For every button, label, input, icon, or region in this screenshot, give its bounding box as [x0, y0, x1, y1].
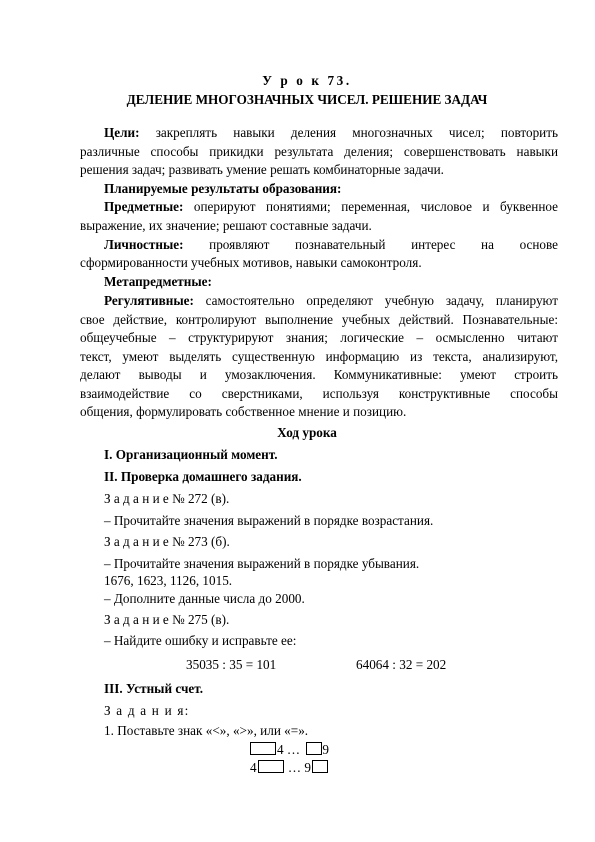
subject-label: Предметные:: [104, 199, 184, 214]
section-mental-count: III. Устный счет.: [104, 681, 204, 696]
task-275-text: – Найдите ошибку и исправьте ее:: [104, 633, 297, 648]
subject-line1: [104, 198, 558, 216]
goals-line3: решения задач; развивать умение решать комбинаторные задачи.: [80, 162, 444, 177]
expression-2: 64064 : 32 = 202: [356, 657, 447, 672]
section-homework-check: II. Проверка домашнего задания.: [104, 469, 302, 484]
placeholder-box-icon: [250, 742, 276, 755]
lesson-number: У р о к 73.: [262, 73, 352, 88]
regulatory-line3: общеучебные – структурируют знания; логические – осмысленно читают: [80, 330, 558, 345]
numbers-list: 1676, 1623, 1126, 1015.: [104, 573, 233, 588]
goals-line2: различные способы прикидки результата деления; совершенствовать навыки: [80, 144, 558, 159]
regulatory-line5: делают выводы и умозаключения. Коммуникативные: умеют строить: [80, 367, 558, 382]
task-275-heading: З а д а н и е № 275 (в).: [104, 612, 230, 627]
placeholder-box-icon: [312, 760, 328, 773]
task-273-heading: З а д а н и е № 273 (б).: [104, 534, 230, 549]
regulatory-text1: самостоятельно определяют учебную задачу, планируют: [205, 293, 558, 308]
comparison-2-text: [250, 760, 329, 775]
regulatory-label: Регулятивные:: [104, 293, 194, 308]
tasks-heading: З а д а н и я:: [104, 703, 190, 718]
goals-line1: [104, 124, 558, 142]
planned-results-heading: Планируемые результаты образования:: [104, 181, 342, 196]
task-272-text: – Прочитайте значения выражений в порядке возрастания.: [104, 513, 434, 528]
comparison-2-left: 4: [250, 760, 257, 775]
task-272-heading: З а д а н и е № 272 (в).: [104, 491, 230, 506]
regulatory-line1: [104, 292, 558, 310]
section-organizational: I. Организационный момент.: [104, 447, 278, 462]
personal-line2: сформированности учебных мотивов, навыки самоконтроля.: [80, 255, 422, 270]
comparison-1-right: 9: [322, 742, 329, 757]
task-1-text: 1. Поставьте знак «<», «>», или «=».: [104, 723, 309, 738]
comparison-2: [250, 759, 329, 777]
personal-text1: проявляют познавательный интерес на основе: [209, 237, 558, 252]
regulatory-line2: свое действие, контролируют выполнение учебных действий. Познавательные:: [80, 312, 558, 327]
comparison-1: [250, 741, 329, 759]
goals-text1: закреплять навыки деления многозначных чисел; повторить: [155, 125, 559, 140]
comparison-2-right: 9: [304, 760, 311, 775]
task-273-text: – Прочитайте значения выражений в порядке убывания.: [104, 556, 420, 571]
subject-text1: оперируют понятиями; переменная, числовое и буквенное: [193, 199, 558, 214]
placeholder-box-icon: [258, 760, 284, 773]
subject-line2: выражение, их значение; решают составные задачи.: [80, 218, 372, 233]
regulatory-line4: текст, умеют выделять существенную информацию из текста, анализируют,: [80, 349, 558, 364]
expression-1: 35035 : 35 = 101: [186, 657, 277, 672]
comparison-2-ellipsis: …: [284, 760, 305, 775]
personal-label: Личностные:: [104, 237, 184, 252]
regulatory-line7: общения, формулировать собственное мнение и позицию.: [80, 404, 407, 419]
comparison-1-text: 4 …: [277, 742, 304, 757]
lesson-title: ДЕЛЕНИЕ МНОГОЗНАЧНЫХ ЧИСЕЛ. РЕШЕНИЕ ЗАДАЧ: [126, 92, 488, 107]
lesson-flow-heading: Ход урока: [277, 425, 337, 440]
meta-heading: Метапредметные:: [104, 274, 212, 289]
supplement-instruction: – Дополните данные числа до 2000.: [104, 591, 305, 606]
placeholder-box-icon: [306, 742, 322, 755]
personal-line1: [104, 236, 558, 254]
regulatory-line6: взаимодействие со сверстниками, используя конструктивные способы: [80, 386, 558, 401]
goals-label: Цели:: [104, 125, 140, 140]
